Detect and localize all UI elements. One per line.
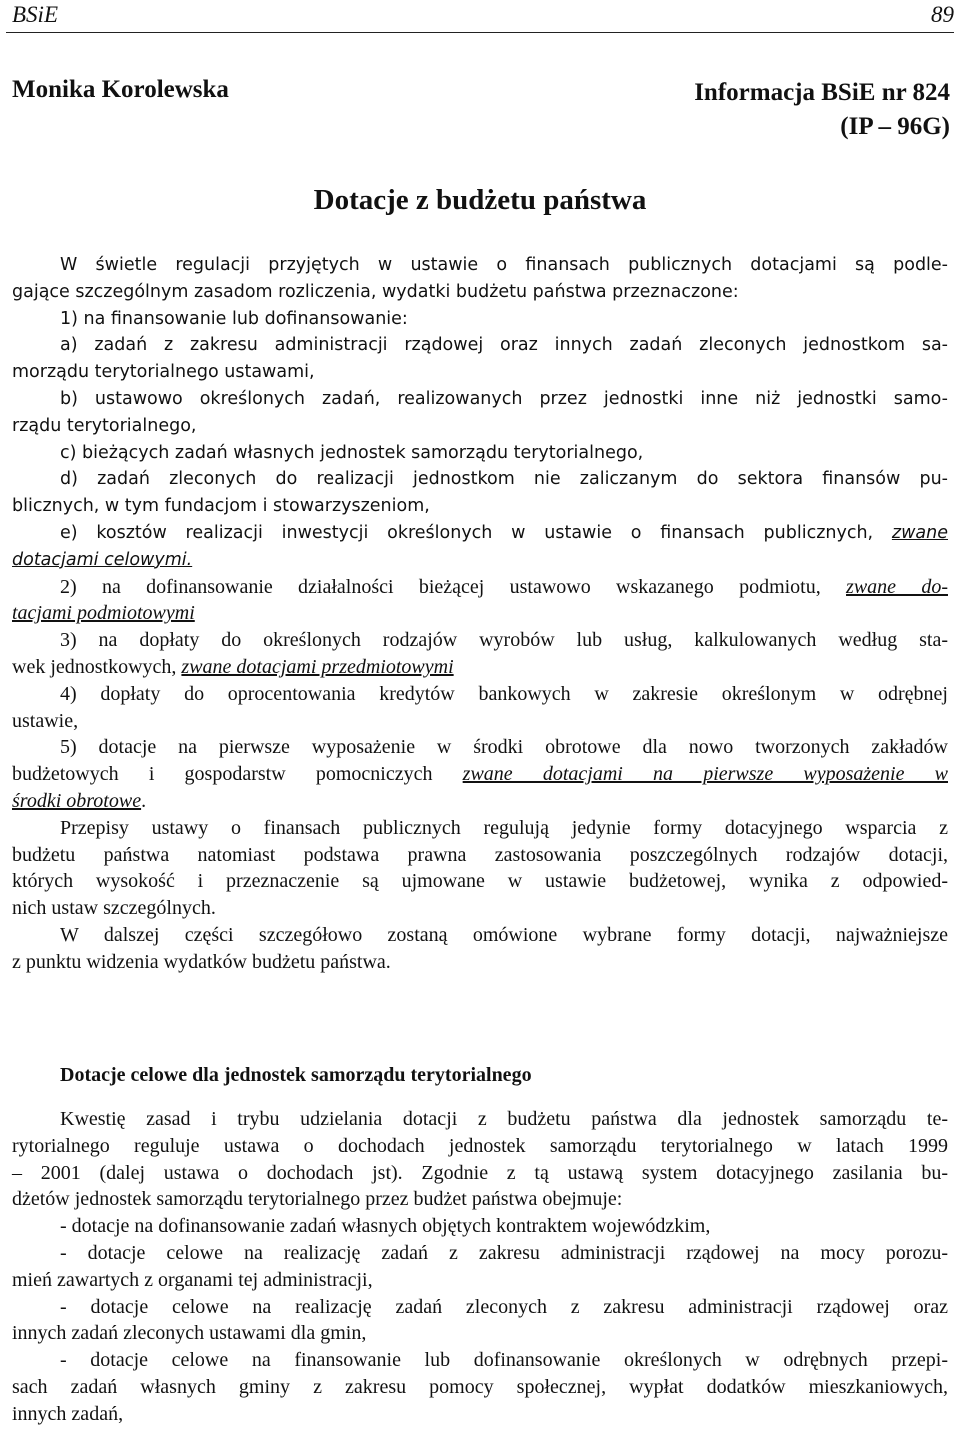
text-line: W dalszej części szczegółowo zostaną omówione wybrane formy dotacji, najważniejsze <box>60 923 948 946</box>
text-line: nich ustaw szczególnych. <box>12 897 216 920</box>
text-line: – 2001 (dalej ustawa o dochodach jst). Zgodnie z tą ustawą system dotacyjnego zasilania bu- <box>12 1161 948 1184</box>
text-line: b) ustawowo określonych zadań, realizowanych przez jednostki inne niż jednostki samo- <box>60 388 948 409</box>
text-line: środki obrotowe. <box>12 789 147 812</box>
text-line: innych zadań, <box>12 1402 124 1425</box>
text-line: dotacjami celowymi. <box>12 549 193 570</box>
text-line: dżetów jednostek samorządu terytorialnego przez budżet państwa obejmuje: <box>12 1188 623 1211</box>
list-item: - dotacje na dofinansowanie zadań własnych objętych kontraktem wojewódzkim, <box>60 1215 711 1238</box>
text-line: mień zawartych z organami tej administracji, <box>12 1268 373 1291</box>
text-line: budżetowych i gospodarstw pomocniczych zwane dotacjami na pierwsze wyposażenie w <box>12 763 948 786</box>
text-line: ustawie, <box>12 709 79 732</box>
text-line: 2) na dofinansowanie działalności bieżącej ustawowo wskazanego podmiotu, zwane do- <box>60 575 948 598</box>
text-line: rządu terytorialnego, <box>12 415 197 436</box>
intro-section <box>12 252 948 976</box>
list-item: - dotacje celowe na realizację zadań z zakresu administracji rządowej na mocy porozu- <box>60 1241 948 1264</box>
text-line: d) zadań zleconych do realizacji jednostkom nie zaliczanym do sektora finansów pu- <box>60 469 948 490</box>
section-heading: Dotacje celowe dla jednostek samorządu terytorialnego <box>60 1064 532 1086</box>
text-line: rytorialnego reguluje ustawa o dochodach jednostek samorządu terytorialnego w latach 1999 <box>12 1134 948 1157</box>
page-number: 89 <box>931 2 954 27</box>
list-item: - dotacje celowe na realizację zadań zleconych z zakresu administracji rządowej oraz <box>60 1295 948 1318</box>
text-line: c) bieżących zadań własnych jednostek samorządu terytorialnego, <box>60 442 644 463</box>
text-line: tacjami podmiotowymi <box>12 602 195 625</box>
text-line: 5) dotacje na pierwsze wyposażenie w środki obrotowe dla nowo tworzonych zakładów <box>60 736 948 759</box>
text-line: budżetu państwa natomiast podstawa prawna zastosowania poszczególnych rodzajów dotacji, <box>12 843 948 866</box>
text-line: Przepisy ustawy o finansach publicznych regulują jedynie formy dotacyjnego wsparcia z <box>60 816 948 839</box>
list-item: - dotacje celowe na finansowanie lub dofinansowanie określonych w odrębnych przepi- <box>60 1349 948 1372</box>
text-line: e) kosztów realizacji inwestycji określonych w ustawie o finansach publicznych, zwane <box>60 522 948 543</box>
author-name: Monika Korolewska <box>12 76 229 103</box>
text-line: sach zadań własnych gminy z zakresu pomocy społecznej, wypłat dodatków mieszkaniowych, <box>12 1375 948 1398</box>
text-line: blicznych, w tym fundacjom i stowarzyszeniom, <box>12 496 430 517</box>
text-line: 4) dopłaty do oprocentowania kredytów bankowych w zakresie określonym w odrębnej <box>60 682 948 705</box>
text-line: a) zadań z zakresu administracji rządowej oraz innych zadań zleconych jednostkom sa- <box>60 335 948 356</box>
text-line: których wysokość i przeznaczenie są ujmowane w ustawie budżetowej, wynika z odpowied- <box>12 870 948 893</box>
section-body <box>12 1106 948 1428</box>
text-line: gające szczególnym zasadom rozliczenia, wydatki budżetu państwa przeznaczone: <box>12 281 739 302</box>
text-line: W świetle regulacji przyjętych w ustawie o finansach publicznych dotacjami są podle- <box>60 255 948 275</box>
text-line: Kwestię zasad i trybu udzielania dotacji z budżetu państwa dla jednostek samorządu te- <box>60 1108 948 1130</box>
info-reference <box>694 76 950 144</box>
text-line: z punktu widzenia wydatków budżetu państwa. <box>12 950 391 973</box>
text-line: wek jednostkowych, zwane dotacjami przedmiotowymi <box>12 655 454 678</box>
text-line: 3) na dopłaty do określonych rodzajów wyrobów lub usług, kalkulowanych według sta- <box>60 629 948 652</box>
text-line: 1) na finansowanie lub dofinansowanie: <box>60 308 408 329</box>
text-line: morządu terytorialnego ustawami, <box>12 362 315 383</box>
info-number: Informacja BSiE nr 824 <box>694 79 950 106</box>
text-line: innych zadań zleconych ustawami dla gmin, <box>12 1322 367 1345</box>
document-title: Dotacje z budżetu państwa <box>313 184 647 216</box>
info-code: (IP – 96G) <box>840 113 950 140</box>
journal-name: BSiE <box>12 2 58 27</box>
running-header <box>6 0 954 33</box>
